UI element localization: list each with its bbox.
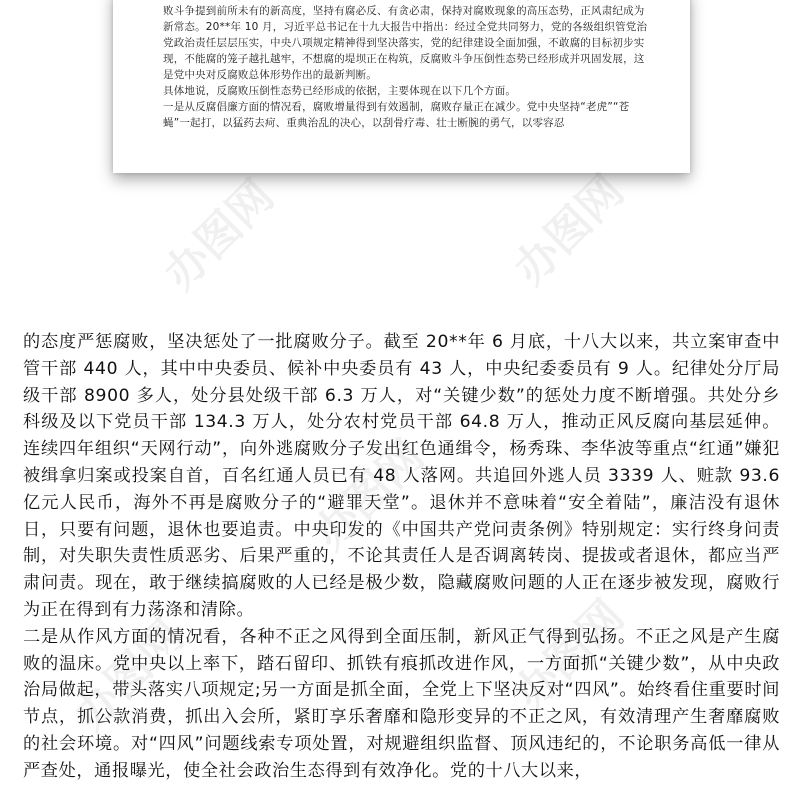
document-preview-card xyxy=(113,0,690,173)
preview-text xyxy=(163,0,653,131)
watermark: 办图网 xyxy=(504,590,634,720)
body-paragraph: 的态度严惩腐败，坚决惩处了一批腐败分子。截至 20**年 6 月底，十八大以来，共立案审查中管干部 440 人，其中中央委员、候补中央委员有 43 人，中央纪委委员有 9 人。纪律处分厅局级干部 8900 多人，处分县处级干部 6.3 万人，对“关键少数”的惩处力度不断增强。共处分乡科级及以下党员干部 134.3 万人，处分农村党员干部 64.8 万人，推动正风反腐向基层延伸。连续四年组织“天网行动”，向外逃腐败分子发出红色通缉令，杨秀珠、李华波等重点“红通”嫌犯被缉拿归案或投案自首，百名红通人员已有 48 人落网。共追回外逃人员 3339 人、赃款 93.6 亿元人民币，海外不再是腐败分子的“避罪天堂”。退休并不意味着“安全着陆”，廉洁没有退休日，只要有问题，退休也要追责。中央印发的《中国共产党问责条例》特别规定：实行终身问责制，对失职失责性质恶劣、后果严重的，不论其责任人是否调离转岗、提拔或者退休，都应当严肃问责。现在，敢于继续搞腐败的人已经是极少数，隐藏腐败问题的人正在逐步被发现，腐败行为正在得到有力荡涤和清除。 xyxy=(23,332,780,620)
preview-paragraph: 败斗争提到前所未有的新高度，坚持有腐必反、有贪必肃，保持对腐败现象的高压态势，正风肃纪成为新常态。20**年 10 月，习近平总书记在十九大报告中指出：经过全党共同努力，党的各级组织管党治党政治责任层层压实，中央八项规定精神得到坚决落实，党的纪律建设全面加强，不敢腐的目标初步实现，不能腐的笼子越扎越牢，不想腐的堤坝正在构筑，反腐败斗争压倒性态势已经形成并巩固发展，这是党中央对反腐败总体形势作出的最新判断。 xyxy=(163,5,648,81)
preview-paragraph: 具体地说，反腐败压倒性态势已经形成的依据，主要体现在以下几个方面。 xyxy=(163,85,517,97)
watermark: 办图网 xyxy=(304,430,434,560)
preview-paragraph: 一是从反腐倡廉方面的情况看，腐败增量得到有效遏制，腐败存量正在减少。党中央坚持“老虎”“苍蝇”一起打，以猛药去疴、重典治乱的决心，以刮骨疗毒、壮士断腕的勇气，以零容忍 xyxy=(163,101,630,129)
document-body xyxy=(23,329,780,785)
watermark: 办图网 xyxy=(504,165,634,295)
watermark: 办图网 xyxy=(154,170,284,300)
body-paragraph: 二是从作风方面的情况看，各种不正之风得到全面压制，新风正气得到弘扬。不正之风是产生腐败的温床。党中央以上率下，踏石留印、抓铁有痕抓改进作风，一方面抓“关键少数”，从中央政治局做起，带头落实八项规定;另一方面是抓全面，全党上下坚决反对“四风”。始终看住重要时间节点，抓公款消费，抓出入会所，紧盯享乐奢靡和隐形变异的不正之风，有效清理产生奢靡腐败的社会环境。对“四风”问题线索专项处置，对规避组织监督、顶风违纪的，不论职务高低一律从严查处，通报曝光，使全社会政治生态得到有效净化。党的十八大以来， xyxy=(23,626,780,781)
watermark: 办图网 xyxy=(64,610,194,740)
